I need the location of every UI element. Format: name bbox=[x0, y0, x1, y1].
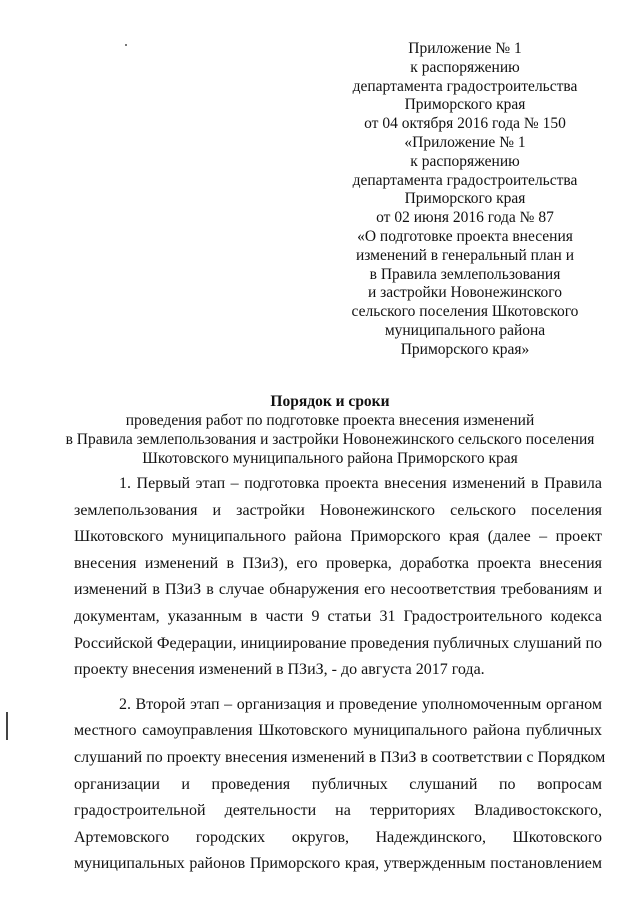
appendix-line: Приморского края bbox=[404, 96, 526, 114]
paragraph-line: проекту внесения изменений в ПЗиЗ, - до августа 2017 года. bbox=[74, 661, 485, 679]
appendix-line: сельского поселения Шкотовского bbox=[351, 303, 579, 321]
title-subtitle-line: Шкотовского муниципального района Приморского края bbox=[142, 450, 518, 467]
appendix-line: департамента градостроительства bbox=[352, 77, 578, 95]
appendix-line: к распоряжению bbox=[410, 152, 520, 170]
title-subtitle-line: проведения работ по подготовке проекта внесения изменений bbox=[125, 412, 535, 429]
paragraph-line: 2. Второй этап – организация и проведение уполномоченным органом bbox=[119, 695, 602, 713]
paragraph-line: внесения изменений в ПЗиЗ), его проверка, доработка проекта внесения bbox=[74, 554, 602, 572]
title-subtitle-line: в Правила землепользования и застройки Новонежинского сельского поселения bbox=[65, 431, 595, 448]
appendix-line: изменений в генеральный план и bbox=[355, 246, 575, 264]
appendix-line: муниципального района bbox=[384, 321, 546, 339]
paragraph-line: градостроительной деятельности на территориях Владивостокского, bbox=[74, 802, 602, 820]
appendix-line: от 02 июня 2016 года № 87 bbox=[376, 209, 554, 227]
paragraph-line: местного самоуправления Шкотовского муниципального района публичных bbox=[74, 722, 602, 740]
paragraph-stage-1 bbox=[74, 471, 602, 684]
paragraph-line: Шкотовского муниципального района Приморского края (далее – проект bbox=[74, 528, 602, 546]
appendix-line: «Приложение № 1 bbox=[404, 133, 526, 151]
appendix-header bbox=[330, 40, 600, 360]
paragraph-line: Артемовского городских округов, Надеждинского, Шкотовского bbox=[74, 828, 602, 846]
scan-speck bbox=[125, 44, 127, 46]
appendix-line: в Правила землепользования bbox=[369, 265, 561, 283]
appendix-line: Приморского края bbox=[404, 190, 526, 208]
paragraph-stage-2 bbox=[74, 692, 606, 878]
scan-margin-mark bbox=[6, 712, 8, 740]
paragraph-line: изменений в ПЗиЗ в случае обнаружения его несоответствия требованиям и bbox=[74, 581, 602, 599]
appendix-line: к распоряжению bbox=[410, 58, 520, 76]
paragraph-line: организации и проведения публичных слушаний по вопросам bbox=[74, 775, 602, 793]
appendix-line: Приморского края» bbox=[400, 340, 530, 358]
title-heading: Порядок и сроки bbox=[270, 393, 390, 410]
document-body bbox=[74, 471, 606, 886]
paragraph-line: муниципальных районов Приморского края, утвержденным постановлением bbox=[74, 855, 602, 873]
paragraph-line: землепользования и застройки Новонежинского сельского поселения bbox=[74, 501, 602, 519]
paragraph-line: слушаний по проекту внесения изменений в ПЗиЗ в соответствии с Порядком bbox=[74, 748, 606, 766]
appendix-line: Приложение № 1 bbox=[408, 40, 522, 57]
appendix-line: «О подготовке проекта внесения bbox=[357, 227, 573, 245]
appendix-line: и застройки Новонежинского bbox=[368, 284, 562, 302]
appendix-line: департамента градостроительства bbox=[352, 171, 578, 189]
paragraph-line: документам, указанным в части 9 статьи 31 Градостроительного кодекса bbox=[74, 607, 602, 625]
paragraph-line: Российской Федерации, инициирование проведения публичных слушаний по bbox=[74, 634, 602, 652]
document-title bbox=[40, 392, 620, 468]
appendix-line: от 04 октября 2016 года № 150 bbox=[364, 115, 566, 133]
paragraph-line: 1. Первый этап – подготовка проекта внесения изменений в Правила bbox=[119, 475, 602, 492]
